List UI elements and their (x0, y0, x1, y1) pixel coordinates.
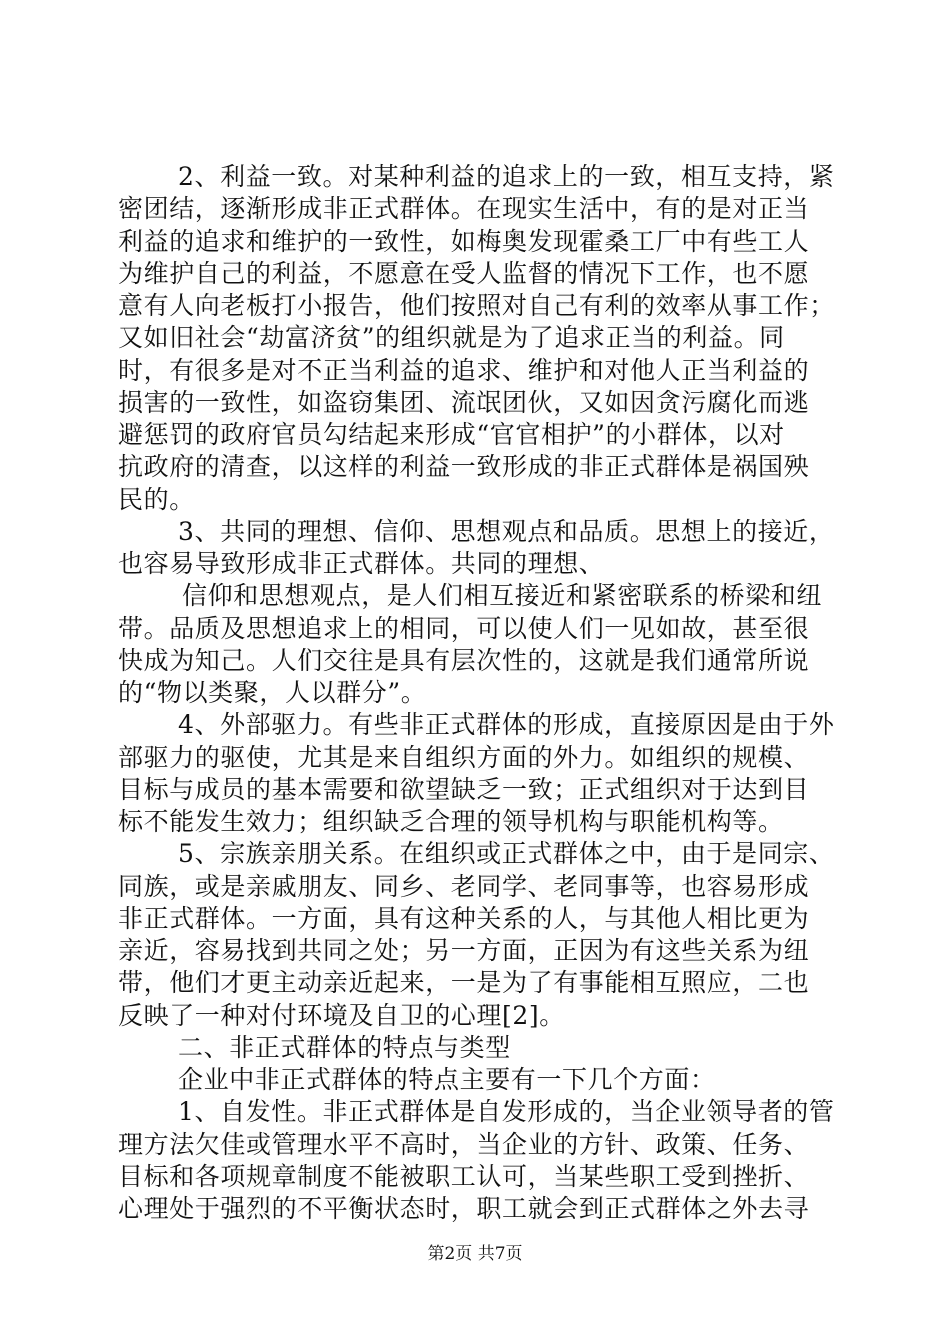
paragraph-line: 企业中非正式群体的特点主要有一下几个方面： (178, 1065, 716, 1094)
paragraph-line: 又如旧社会“劫富济贫”的组织就是为了追求正当的利益。同 (118, 323, 785, 353)
paragraph-line: 带，他们才更主动亲近起来，一是为了有事能相互照应，二也 (118, 968, 810, 998)
paragraph-line: 反映了一种对付环境及自卫的心理[2]。 (118, 1000, 565, 1030)
paragraph-line: 亲近，容易找到共同之处；另一方面，正因为有这些关系为纽 (118, 936, 810, 965)
paragraph-line: 1、自发性。非正式群体是自发形成的，当企业领导者的管 (178, 1097, 835, 1127)
paragraph-line: 信仰和思想观点，是人们相互接近和紧密联系的桥梁和纽 (182, 581, 823, 611)
paragraph-line: 心理处于强烈的不平衡状态时，职工就会到正式群体之外去寻 (118, 1194, 810, 1223)
page-footer: 第2页 共7页 (427, 1244, 523, 1264)
paragraph-line: 的“物以类聚，人以群分”。 (118, 678, 427, 707)
paragraph-line: 理方法欠佳或管理水平不高时，当企业的方针、政策、任务、 (118, 1129, 810, 1159)
paragraph-line: 民的。 (118, 484, 195, 514)
paragraph-line: 2、利益一致。对某种利益的追求上的一致，相互支持，紧 (178, 162, 835, 191)
paragraph-line: 标不能发生效力；组织缺乏合理的领导机构与职能机构等。 (118, 807, 784, 836)
paragraph-line: 3、共同的理想、信仰、思想观点和品质。思想上的接近， (178, 516, 835, 546)
paragraph-line: 利益的追求和维护的一致性，如梅奥发现霍桑工厂中有些工人 (118, 226, 810, 256)
paragraph-line: 部驱力的驱使，尤其是来自组织方面的外力。如组织的规模、 (118, 742, 810, 772)
paragraph-line: 密团结，逐渐形成非正式群体。在现实生活中，有的是对正当 (118, 194, 810, 224)
paragraph-line: 抗政府的清查，以这样的利益一致形成的非正式群体是祸国殃 (118, 452, 810, 482)
paragraph-line: 5、宗族亲朋关系。在组织或正式群体之中，由于是同宗、 (178, 839, 835, 869)
paragraph-line: 4、外部驱力。有些非正式群体的形成，直接原因是由于外 (178, 710, 835, 740)
paragraph-line: 同族，或是亲戚朋友、同乡、老同学、老同事等，也容易形成 (118, 871, 810, 901)
paragraph-line: 损害的一致性，如盗窃集团、流氓团伙，又如因贪污腐化而逃 (118, 387, 810, 417)
paragraph-line: 为维护自己的利益，不愿意在受人监督的情况下工作，也不愿 (118, 258, 810, 288)
paragraph-line: 也容易导致形成非正式群体。共同的理想、 (118, 549, 605, 578)
paragraph-line: 快成为知己。人们交往是具有层次性的，这就是我们通常所说 (118, 645, 810, 675)
paragraph-line: 意有人向老板打小报告，他们按照对自己有利的效率从事工作； (118, 291, 835, 320)
paragraph-line: 时，有很多是对不正当利益的追求、维护和对他人正当利益的 (118, 355, 810, 385)
paragraph-line: 避惩罚的政府官员勾结起来形成“官官相护”的小群体，以对 (118, 420, 785, 449)
paragraph-line: 目标与成员的基本需要和欲望缺乏一致；正式组织对于达到目 (118, 774, 810, 804)
paragraph-line: 非正式群体。一方面，具有这种关系的人，与其他人相比更为 (118, 903, 810, 933)
paragraph-line: 带。品质及思想追求上的相同，可以使人们一见如故，甚至很 (118, 613, 810, 643)
paragraph-line: 目标和各项规章制度不能被职工认可，当某些职工受到挫折、 (118, 1161, 810, 1191)
section-heading: 二、非正式群体的特点与类型 (178, 1032, 511, 1062)
